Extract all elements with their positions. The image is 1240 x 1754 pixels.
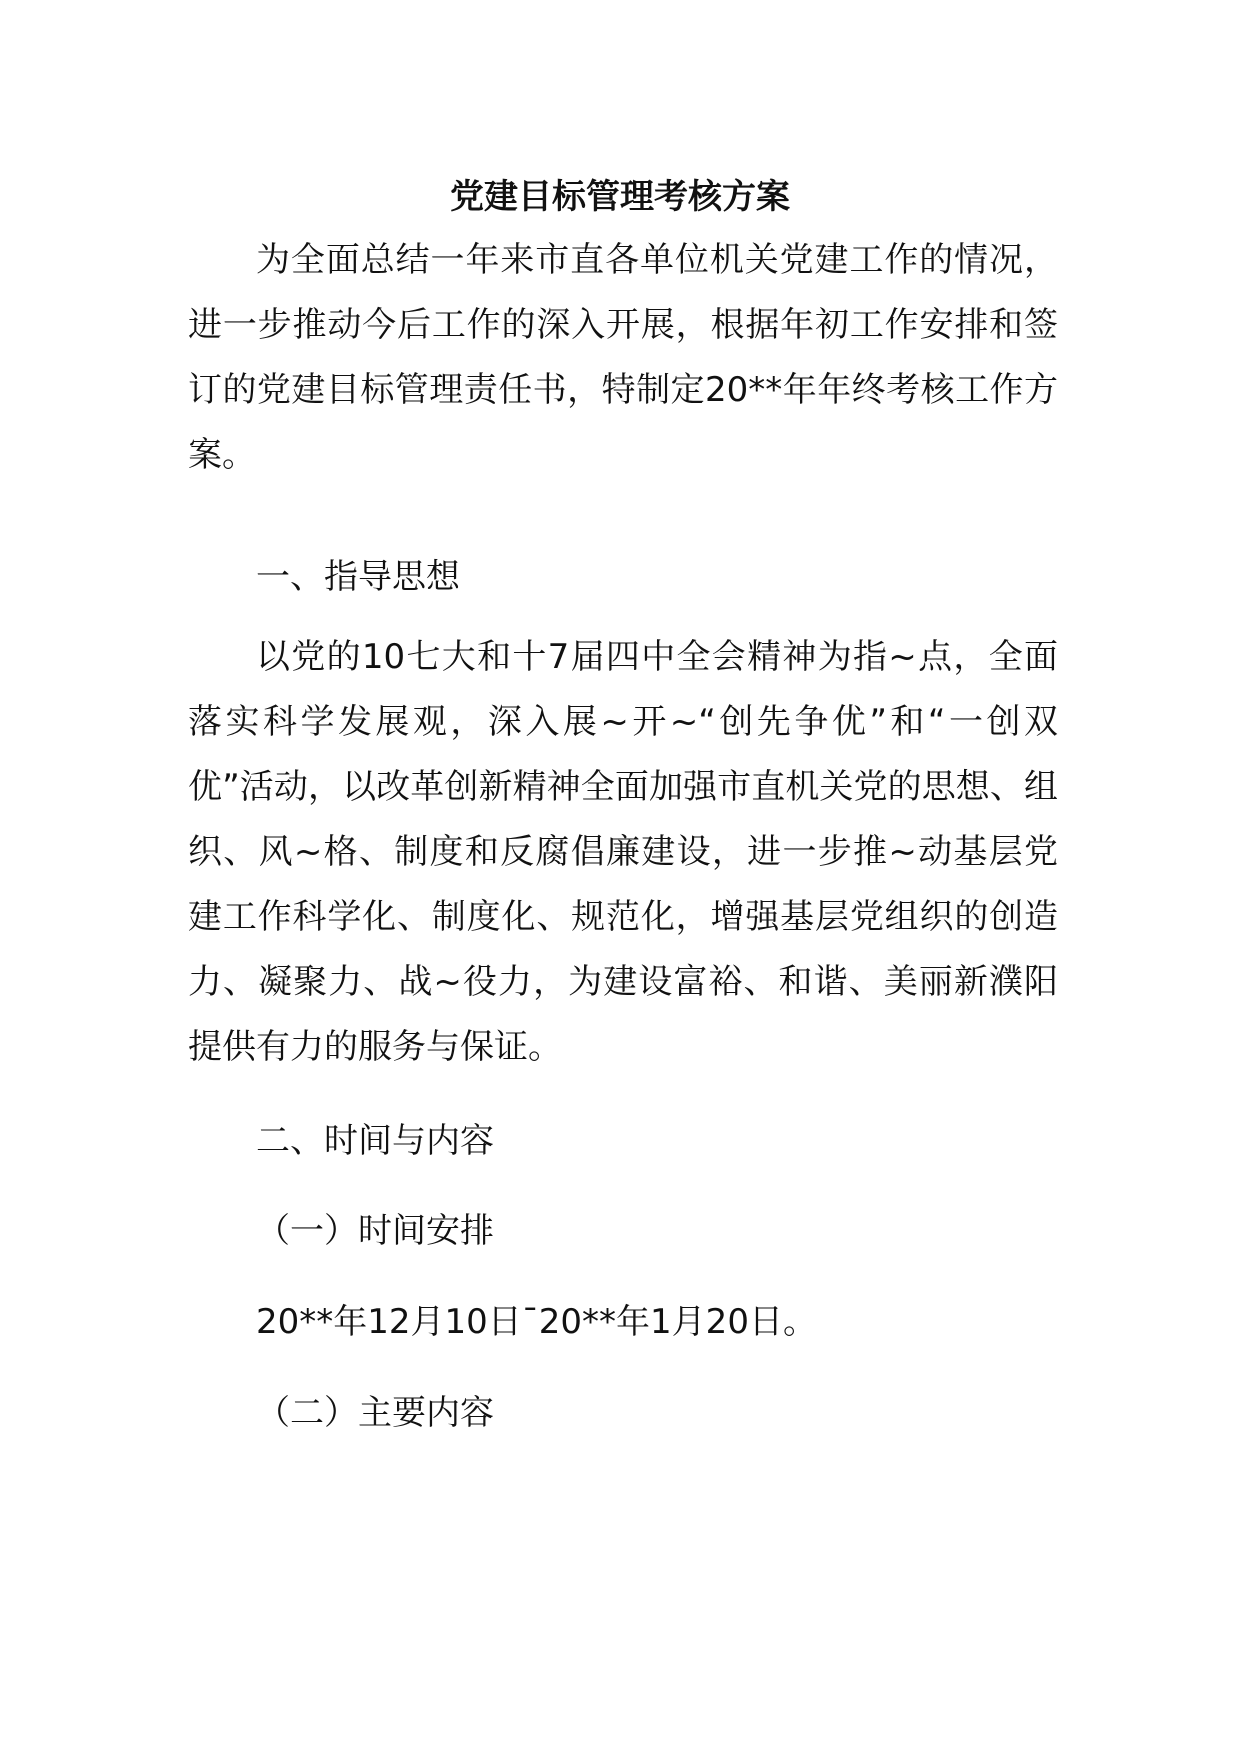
schedule-dates: 20**年12月10日¯20**年1月20日。 xyxy=(256,1302,817,1342)
document-title: 党建目标管理考核方案 xyxy=(450,177,790,217)
subheading-schedule: （一）时间安排 xyxy=(256,1211,494,1251)
section-heading-guiding-ideology: 一、指导思想 xyxy=(256,557,460,597)
guiding-ideology-paragraph: 以党的10七大和十7届四中全会精神为指~点，全面落实科学发展观，深入展~开~“创先争优”和“一创双优”活动，以改革创新精神全面加强市直机关党的思想、组织、风~格、制度和反腐倡廉建设，进一步推~动基层党建工作科学化、制度化、规范化，增强基层党组织的创造力、凝聚力、战~役力，为建设富裕、和谐、美丽新濮阳提供有力的服务与保证。 xyxy=(188,637,1058,1067)
subheading-main-content: （二）主要内容 xyxy=(256,1393,494,1433)
intro-paragraph: 为全面总结一年来市直各单位机关党建工作的情况，进一步推动今后工作的深入开展，根据年初工作安排和签订的党建目标管理责任书，特制定20**年年终考核工作方案。 xyxy=(188,240,1058,475)
section-heading-time-content: 二、时间与内容 xyxy=(256,1121,494,1161)
